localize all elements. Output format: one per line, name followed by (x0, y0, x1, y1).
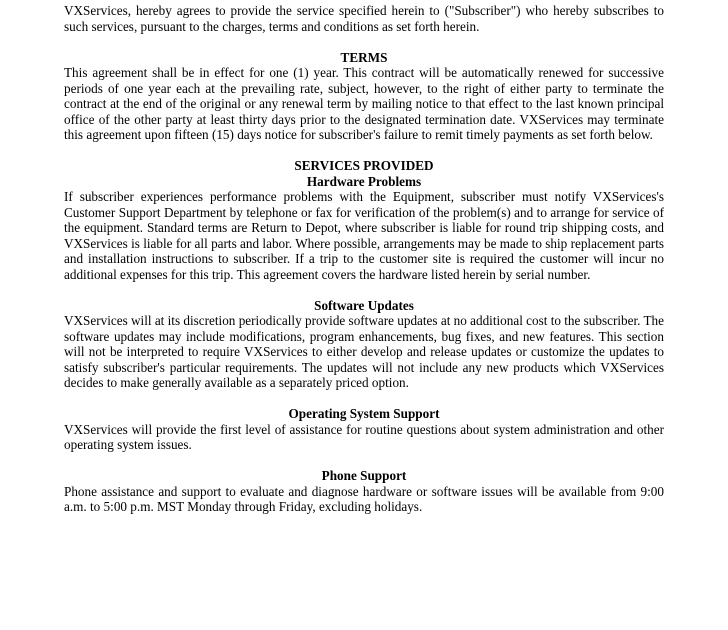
operating-system-support-paragraph: VXServices will provide the first level of assistance for routine questions about system administration and other operating system issues. (64, 421, 664, 452)
terms-paragraph: This agreement shall be in effect for one (1) year. This contract will be automatically renewed for successive periods of one year each at the prevailing rate, subject, however, to the right of either party to terminate the contract at the end of the original or any renewal term by mailing notice to that effect to the last known principal office of the other party at least thirty days prior to the designated termination date. VXServices may terminate this agreement upon fifteen (15) days notice for subscriber's failure to remit timely payments as set forth below. (64, 65, 664, 142)
document-page (64, 3, 664, 515)
software-updates-paragraph: VXServices will at its discretion periodically provide software updates at no additional cost to the subscriber. The software updates may include modifications, program enhancements, bug fixes, and new features. This section will not be interpreted to require VXServices to either develop and release updates or customize the updates to satisfy subscriber's particular requirements. The updates will not include any new products which VXServices decides to make generally available as a separately priced option. (64, 313, 665, 390)
phone-support-paragraph: Phone assistance and support to evaluate and diagnose hardware or software issues will be available from 9:00 a.m. to 5:00 p.m. MST Monday through Friday, excluding holidays. (64, 483, 664, 514)
hardware-problems-subheading: Hardware Problems (306, 173, 422, 189)
software-updates-heading: Software Updates (314, 297, 414, 313)
hardware-problems-paragraph: If subscriber experiences performance problems with the Equipment, subscriber must notify VXServices's Customer Support Department by telephone or fax for verification of the problem(s) and to arrange for service of the equipment. Standard terms are Return to Depot, where subscriber is liable for round trip shipping costs, and VXServices is liable for all parts and labor. Where possible, arrangements may be made to ship replacement parts and installation instructions to subscriber. If a trip to the customer site is required the customer will incur no additional expenses for this trip. This agreement covers the hardware listed herein by serial number. (64, 189, 664, 282)
services-provided-heading: SERVICES PROVIDED (294, 158, 434, 173)
phone-support-heading: Phone Support (321, 468, 407, 483)
operating-system-support-heading: Operating System Support (288, 406, 440, 421)
terms-heading: TERMS (340, 49, 388, 65)
intro-paragraph: VXServices, hereby agrees to provide the service specified herein to ("Subscriber") who hereby subscribes to such services, pursuant to the charges, terms and conditions as set forth herein. (64, 3, 664, 34)
